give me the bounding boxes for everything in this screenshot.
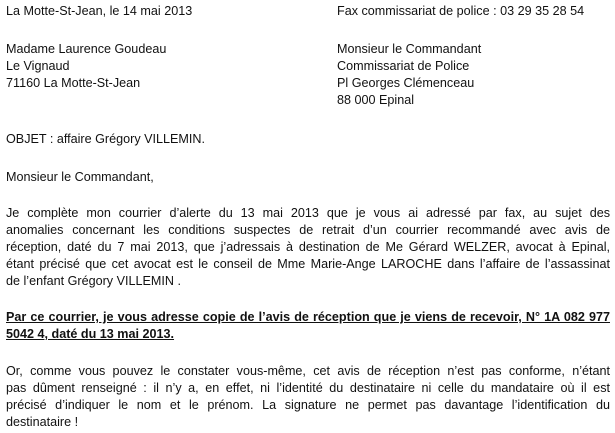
salutation: Monsieur le Commandant,	[6, 170, 154, 184]
text-line: Je complète mon courrier d’alerte du 13 mai 2013 que je vous ai adressé par fax, au sujet des	[6, 206, 610, 220]
text-line: pas dûment renseigné : il n’y a, en effet, ni l’identité du destinataire ni celle du mandataire où il est	[6, 381, 610, 395]
sender-line: Le Vignaud	[6, 59, 70, 73]
text-line: Or, comme vous pouvez le constater vous-même, cet avis de réception n’est pas conforme, n’étant	[6, 364, 610, 378]
sender-line: Madame Laurence Goudeau	[6, 42, 167, 56]
recipient-line: Pl Georges Clémenceau	[337, 76, 475, 90]
sender-line: 71160 La Motte-St-Jean	[6, 76, 141, 90]
paragraph-3	[6, 363, 610, 431]
text-line: de l’enfant Grégory VILLEMIN .	[6, 274, 181, 288]
text-line	[6, 309, 610, 326]
place-date: La Motte-St-Jean, le 14 mai 2013	[6, 4, 193, 18]
text-line: anomalies concernant les conditions suspectes de retrait d’un courrier recommandé avec avis de	[6, 223, 610, 237]
text-line: destinataire !	[6, 415, 79, 429]
text-line: précisé d’indiquer le nom et le prénom. La signature ne permet pas davantage l’identification du	[6, 398, 610, 412]
recipient-address	[337, 41, 481, 109]
paragraph-1	[6, 205, 610, 290]
text-line	[6, 326, 610, 343]
paragraph-2	[6, 309, 610, 343]
text-line: étant précisé que cet avocat est le conseil de Mme Marie-Ange LAROCHE dans l’affaire de l’assassinat	[6, 257, 610, 271]
recipient-line: 88 000 Epinal	[337, 93, 415, 107]
fax-number: Fax commissariat de police : 03 29 35 28 54	[337, 4, 585, 18]
recipient-line: Monsieur le Commandant	[337, 42, 482, 56]
recipient-line: Commissariat de Police	[337, 59, 470, 73]
underlined-text: 5042 4, daté du 13 mai 2013.	[6, 327, 175, 341]
text-line: réception, daté du 7 mai 2013, que j’adressais à destination de Me Gérard WELZER, avocat à Epinal,	[6, 240, 610, 254]
sender-address	[6, 41, 166, 92]
underlined-text: Par ce courrier, je vous adresse copie de l’avis de réception que je viens de recevoir, N° 1A 082 977	[6, 310, 610, 324]
subject-line: OBJET : affaire Grégory VILLEMIN.	[6, 132, 206, 146]
